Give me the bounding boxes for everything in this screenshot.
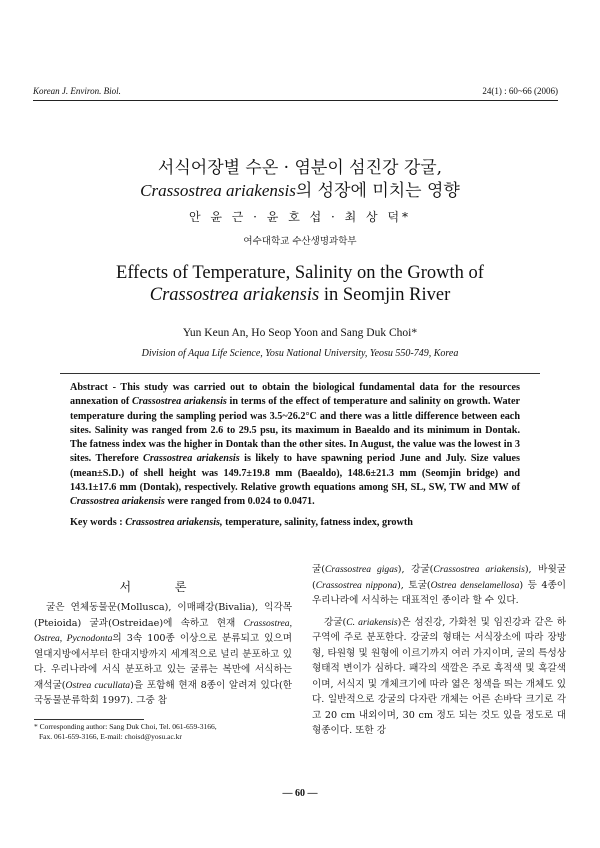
- page-number: — 60 —: [282, 788, 318, 799]
- left-p1-species: Ostrea cucullata: [65, 679, 131, 691]
- english-title-line1: Effects of Temperature, Salinity on the Growth of: [116, 263, 484, 283]
- left-p1-c: )을 포함해 현재 8종이 알려져 있다(한국동물분류학회 1997). 그중 참: [34, 679, 292, 706]
- right-p1-species4: Ostrea denselamellosa: [430, 579, 520, 591]
- abstract: [70, 381, 520, 510]
- right-p1-c: ), 바윗굴(: [312, 564, 566, 591]
- journal-name: Korean J. Environ. Biol.: [33, 86, 121, 96]
- korean-affiliation: 여수대학교 수산생명과학부: [243, 236, 357, 247]
- volume-info: 24(1) : 60~66 (2006): [482, 86, 558, 96]
- english-title-species: Crassostrea ariakensis: [149, 285, 320, 305]
- right-p1-e: ) 등 4종이 우리나라에 서식하는 대표적인 종이라 할 수 있다.: [312, 579, 566, 606]
- section-title: 서 론: [119, 580, 207, 594]
- right-p1-d: ), 토굴(: [397, 579, 431, 591]
- right-p1-b: ), 강굴(: [397, 564, 434, 575]
- footnote-line2: Fax. 061-659-3166, E-mail: choisd@yosu.ac.kr: [39, 732, 182, 741]
- left-column-body: [34, 600, 292, 709]
- footnote: [34, 722, 294, 742]
- footnote-line1: * Corresponding author: Sang Duk Choi, Tel. 061-659-3166,: [34, 722, 217, 731]
- left-p1-b: 의 3속 100종 이상으로 분류되고 있으며 열대지방에서부터 한대지방까지 세계적으로 널리 분포하고 있다. 우리나라에 서식 분포하고 있는 굴류는 복만에 서식하는 재석굴(: [34, 633, 292, 691]
- right-p1-species1: Crassostrea gigas: [325, 564, 398, 575]
- header-rule: [33, 100, 558, 101]
- keywords-rest: temperature, salinity, fatness index, growth: [222, 517, 413, 528]
- right-p1-species3: Crassostrea nippona: [315, 579, 398, 591]
- abstract-text-4: were ranged from 0.024 to 0.0471.: [164, 496, 315, 508]
- left-p1-genera: Crassostrea, Ostrea, Pycnodonta: [34, 617, 292, 644]
- korean-authors: 안 윤 근 · 윤 호 섭 · 최 상 덕*: [188, 210, 412, 224]
- korean-title-rest: 의 성장에 미치는 영향: [295, 181, 460, 201]
- abstract-species-3: Crassostrea ariakensis: [70, 496, 165, 508]
- right-p1-species2: Crassostrea ariakensis: [433, 564, 525, 575]
- right-paragraph-2: [312, 615, 566, 739]
- korean-title-line2: [0, 176, 600, 201]
- abstract-rule: [60, 373, 540, 374]
- abstract-text-1: Abstract - This study was carried out to obtain the biological fundamental data for the resources annexation of: [70, 382, 520, 408]
- right-p2-species: C. ariakensis: [346, 616, 398, 628]
- footnote-rule: [34, 719, 144, 720]
- abstract-species-1: Crassostrea ariakensis: [131, 396, 227, 408]
- right-column-body: [312, 562, 566, 739]
- keywords-species: Crassostrea ariakensis,: [125, 517, 223, 528]
- korean-title-line1: 서식어장별 수온 · 염분이 섬진강 강굴,: [157, 158, 443, 178]
- abstract-text-3: is likely to have spawning period June and July. Size values (mean±S.D.) of shell height was 149.7±19.8 mm (Baealdo), 148.6±21.3 mm (Seomjin bridge) and 143.1±17.6 mm (Dontak), respectively. Relative growth equations among SH, SL, SW, TW and MW of: [70, 453, 520, 494]
- english-affiliation: Division of Aqua Life Science, Yosu National University, Yeosu 550-749, Korea: [141, 348, 459, 359]
- keywords: [70, 517, 520, 528]
- english-title-line2: [0, 285, 600, 306]
- english-title-rest: in Seomjin River: [319, 285, 451, 305]
- keywords-label: Key words :: [70, 517, 126, 528]
- abstract-species-2: Crassostrea ariakensis: [143, 453, 240, 465]
- left-paragraph: [34, 600, 292, 709]
- korean-title-species: Crassostrea ariakensis: [140, 181, 296, 200]
- right-p2-a: 강굴(: [324, 616, 347, 628]
- right-paragraph-1: [312, 562, 566, 609]
- right-p2-b: )은 섬진강, 가화천 및 임진강과 같은 하구역에 주로 분포한다. 강굴의 형태는 서식장소에 따라 장방형, 타원형 및 원형에 이르기까지 여러 가지이며, 굴의 특성상 형태적 변이가 심하다. 패각의 색깔은 주로 흑적색 및 흑갈색이며, 서식지 및 개체크기에 따라 엷은 청색을 띄는 개체도 있다. 일반적으로 강굴의 다자란 개체는 어른 손바닥 크기로 각고 20 cm 내외이며, 30 cm 정도 되는 것도 있을 정도로 대형종이다. 또한 강: [312, 616, 567, 736]
- abstract-text-2: in terms of the effect of temperature and salinity on growth. Water temperature during the sampling period was 3.5~26.2°C and there was a little difference between each sites. Salinity was ranged from 2.6 to 29.5 psu, its maximum in Baealdo and its minimum in Dontak. The fatness index was the higher in Dontak than the other sites. In August, the value was the lowest in 3 sites. Therefore: [70, 396, 520, 465]
- left-p1-a: 굴은 연체동물문(Mollusca), 이매패강(Bivalia), 익각목(Pteioida) 굴과(Ostreidae)에 속하고 현재: [34, 602, 292, 629]
- english-authors: Yun Keun An, Ho Seop Yoon and Sang Duk Choi*: [182, 327, 418, 339]
- right-p1-a: 굴(: [312, 564, 326, 575]
